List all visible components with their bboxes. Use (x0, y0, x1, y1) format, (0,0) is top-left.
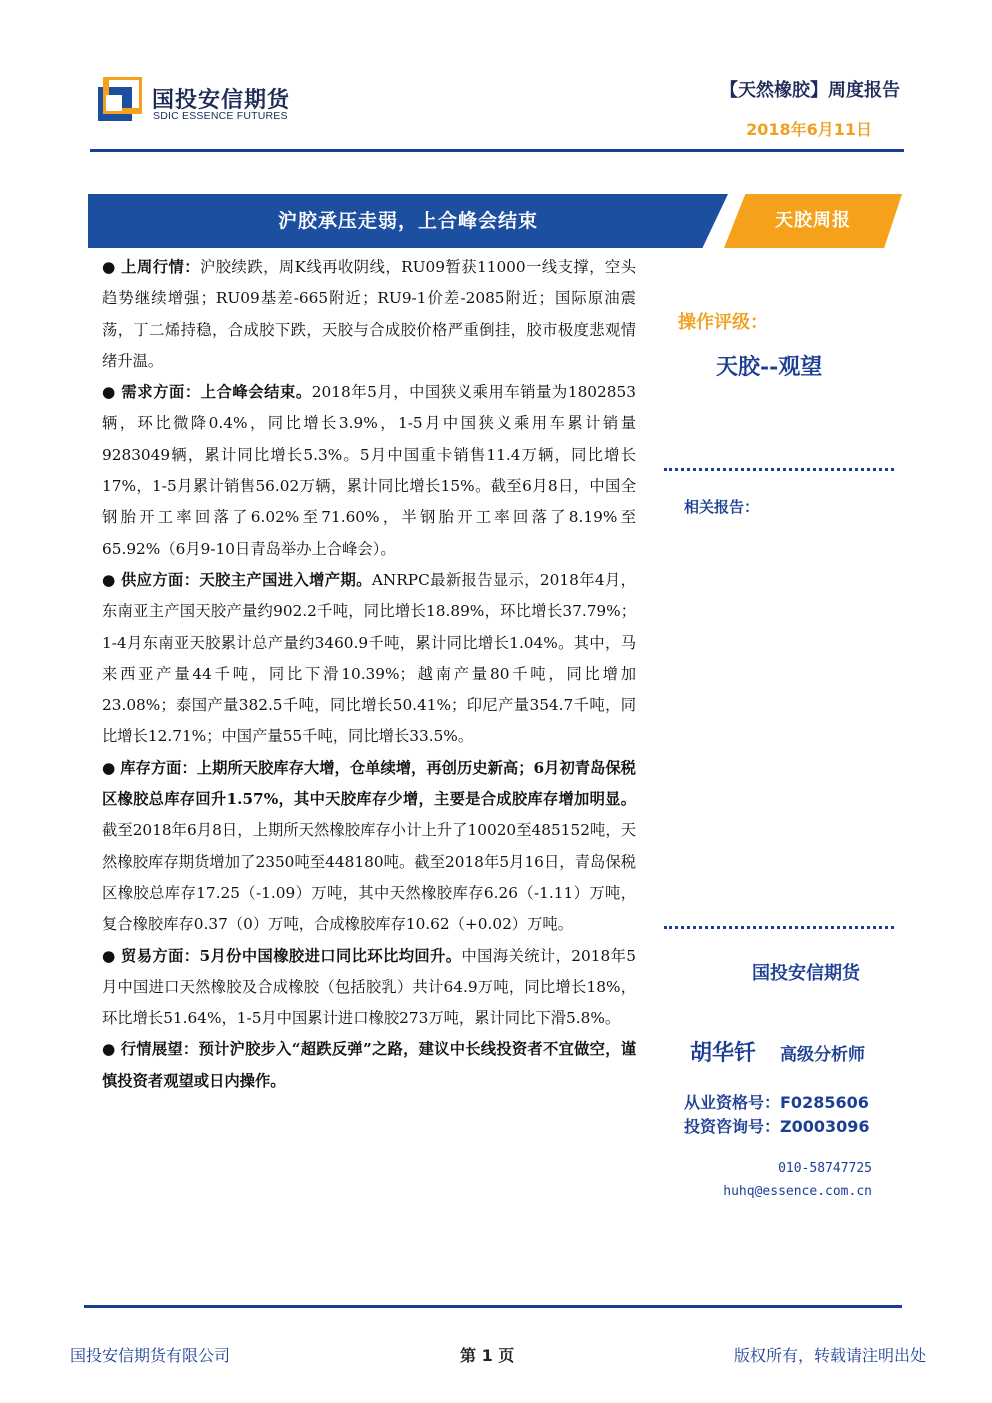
paragraph-market (102, 252, 636, 377)
page-number: 第 1 页 (460, 1346, 515, 1365)
bullet-icon: ● (102, 570, 116, 589)
analyst-name: 胡华钎 (690, 1041, 757, 1066)
analyst-title: 高级分析师 (780, 1045, 865, 1065)
related-reports-label: 相关报告： (684, 498, 760, 516)
bullet-icon: ● (102, 758, 116, 777)
rating-value: 天胶--观望 (716, 354, 823, 380)
company-name-cn: 国投安信期货 (152, 88, 291, 113)
paragraph-text: 截至2018年6月8日，上期所天然橡胶库存小计上升了10020至485152吨，天然橡胶库存期货增加了2350吨至448180吨。截至2018年5月16日，青岛保税区橡胶总库存17.25（-1.09）万吨，其中天然橡胶库存6.26（-1.11）万吨，复合橡胶库存0.37（0）万吨，合成橡胶库存10.62（+0.02）万吨。 (102, 821, 636, 934)
footer-divider (84, 1305, 902, 1308)
paragraph-outlook (102, 1034, 636, 1097)
report-date: 2018年6月11日 (746, 120, 872, 139)
qualification-number: 从业资格号：F0285606 (684, 1093, 869, 1112)
report-tag: 天胶周报 (775, 210, 851, 231)
paragraph-heading: 行情展望：预计沪胶步入“超跌反弹”之路，建议中长线投资者不宜做空，谨慎投资者观望或日内操作。 (102, 1040, 636, 1090)
paragraph-heading: 需求方面：上合峰会结束。 (121, 383, 312, 402)
header-divider (90, 149, 904, 152)
paragraph-text: ANRPC最新报告显示，2018年4月，东南亚主产国天胶产量约902.2千吨，同比增长18.89%，环比增长37.79%；1-4月东南亚天胶累计总产量约3460.9千吨，累计同比增长1.04%。其中，马来西亚产量44千吨，同比下滑10.39%；越南产量80千吨，同比增加23.08%；泰国产量382.5千吨，同比增长50.41%；印尼产量354.7千吨，同比增长12.71%；中国产量55千吨，同比增长33.5%。 (102, 570, 636, 746)
paragraph-heading: 库存方面：上期所天胶库存大增，仓单续增，再创历史新高；6月初青岛保税区橡胶总库存回升1.57%，其中天胶库存少增，主要是合成胶库存增加明显。 (102, 758, 636, 809)
bullet-icon: ● (102, 946, 116, 965)
sidebar-company: 国投安信期货 (752, 963, 860, 984)
bullet-icon: ● (102, 1040, 116, 1059)
paragraph-heading: 供应方面：天胶主产国进入增产期。 (120, 570, 372, 589)
bullet-icon: ● (102, 258, 116, 276)
consulting-number: 投资咨询号：Z0003096 (684, 1117, 870, 1136)
bullet-icon: ● (102, 383, 116, 402)
paragraph-supply (102, 565, 636, 753)
paragraph-text: 2018年5月，中国狭义乘用车销量为1802853辆，环比微降0.4%，同比增长3.9%，1-5月中国狭义乘用车累计销量9283049辆，累计同比增长5.3%。5月中国重卡销售11.4万辆，同比增长17%，1-5月累计销售56.02万辆，累计同比增长15%。截至6月8日，中国全钢胎开工率回落了6.02%至71.60%，半钢胎开工率回落了8.19%至65.92%（6月9-10日青岛举办上合峰会）。 (102, 383, 636, 558)
paragraph-heading: 贸易方面：5月份中国橡胶进口同比环比均回升。 (121, 946, 462, 965)
dotted-divider (664, 468, 894, 471)
report-type: 【天然橡胶】周度报告 (720, 80, 900, 101)
dotted-divider (664, 926, 894, 929)
email-address: huhq@essence.com.cn (723, 1184, 872, 1199)
footer-copyright: 版权所有，转载请注明出处 (733, 1346, 926, 1365)
phone-number: 010-58747725 (778, 1161, 872, 1176)
paragraph-heading: 上周行情： (121, 258, 201, 276)
company-name-en: SDIC ESSENCE FUTURES (153, 110, 288, 122)
company-logo-icon (98, 77, 142, 121)
paragraph-demand (102, 377, 636, 565)
paragraph-text: 沪胶续跌，周K线再收阴线，RU09暂获11000一线支撑，空头趋势继续增强；RU09基差-665附近；RU9-1价差-2085附近；国际原油震荡，丁二烯持稳，合成胶下跌，天胶与合成胶价格严重倒挂，胶市极度悲观情绪升温。 (102, 258, 636, 370)
report-title: 沪胶承压走弱，上合峰会结束 (277, 210, 538, 232)
footer-company: 国投安信期货有限公司 (70, 1346, 231, 1365)
paragraph-text: 中国海关统计，2018年5月中国进口天然橡胶及合成橡胶（包括胶乳）共计64.9万吨，同比增长18%，环比增长51.64%，1-5月中国累计进口橡胶273万吨，累计同比下滑5.8%。 (102, 946, 636, 1028)
report-body (102, 252, 636, 1097)
paragraph-inventory (102, 753, 636, 941)
paragraph-trade (102, 941, 636, 1035)
rating-label: 操作评级： (678, 312, 768, 333)
